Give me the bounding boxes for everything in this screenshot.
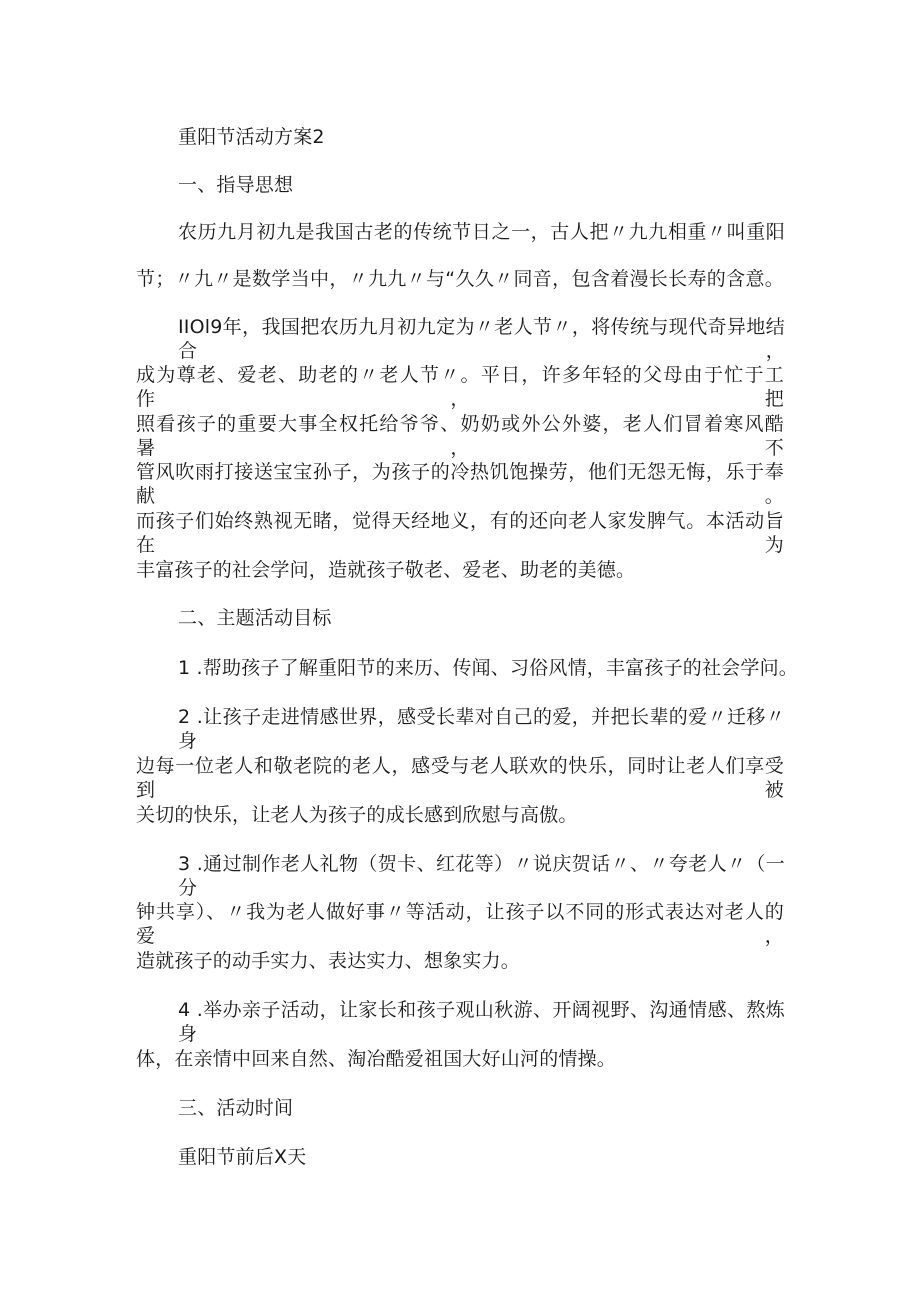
section-heading-3: 三、活动时间 (178, 1097, 294, 1119)
paragraph-line: 节；〃九〃是数学当中，〃九九〃与“久久〃同音，包含着漫长长寿的含意。 (136, 268, 784, 290)
paragraph-line: 管风吹雨打接送宝宝孙子，为孩子的冷热饥饱操劳，他们无怨无悔，乐于奉献。 (136, 461, 784, 507)
paragraph-line: 而孩子们始终熟视无睹，觉得天经地义，有的还向老人家发脾气。本活动旨在为 (136, 510, 784, 556)
paragraph-line: 钟共享）、〃我为老人做好事〃等活动，让孩子以不同的形式表达对老人的爱， (136, 901, 784, 947)
document-title: 重阳节活动方案2 (178, 126, 325, 148)
paragraph-line: 照看孩子的重要大事全权托给爷爷、奶奶或外公外婆，老人们冒着寒风酷暑，不 (136, 413, 784, 459)
paragraph-line: 农历九月初九是我国古老的传统节日之一，古人把〃九九相重〃叫重阳 (178, 221, 785, 243)
section-heading-1: 一、指导思想 (178, 174, 294, 196)
paragraph-line: IIOl9年，我国把农历九月初九定为〃老人节〃，将传统与现代奇异地结合， (178, 316, 785, 362)
section-heading-2: 二、主题活动目标 (178, 607, 332, 629)
paragraph-line: 体，在亲情中回来自然、淘冶酷爱祖国大好山河的情操。 (136, 1048, 617, 1070)
paragraph-line: 关切的快乐，让老人为孩子的成长感到欣慰与高傲。 (136, 804, 578, 826)
list-item: 3 .通过制作老人礼物（贺卡、红花等）〃说庆贺话〃、〃夸老人〃（一分 (178, 853, 785, 899)
list-item: 2 .让孩子走进情感世界，感受长辈对自己的爱，并把长辈的爱〃迁移〃身 (178, 706, 785, 752)
paragraph-line: 丰富孩子的社会学问，造就孩子敬老、爱老、助老的美德。 (136, 559, 636, 581)
paragraph-line: 重阳节前后X天 (178, 1146, 307, 1168)
list-item: 4 .举办亲子活动，让家长和孩子观山秋游、开阔视野、沟通情感、熬炼身 (178, 999, 785, 1045)
paragraph-line: 边每一位老人和敬老院的老人，感受与老人联欢的快乐，同时让老人们享受到被 (136, 755, 784, 801)
paragraph-line: 造就孩子的动手实力、表达实力、想象实力。 (136, 950, 521, 972)
list-item: 1 .帮助孩子了解重阳节的来历、传闻、习俗风情，丰富孩子的社会学问。 (178, 657, 798, 679)
paragraph-line: 成为尊老、爱老、助老的〃老人节〃。平日，许多年轻的父母由于忙于工作，把 (136, 364, 784, 410)
